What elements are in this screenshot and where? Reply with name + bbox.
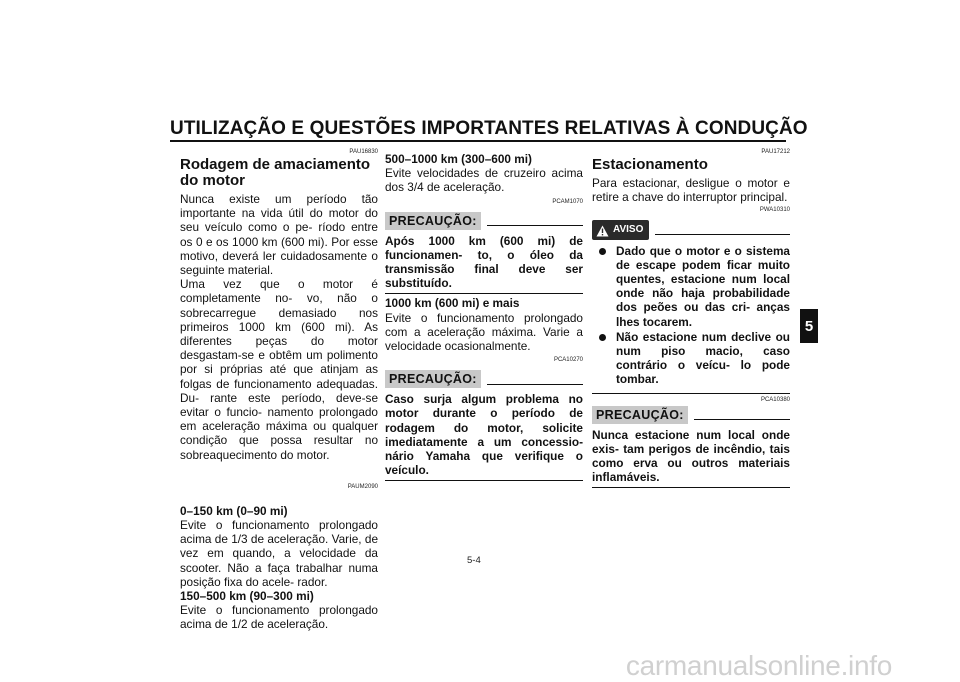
subheading: 1000 km (600 mi) e mais — [385, 296, 520, 311]
column-2 — [385, 148, 583, 481]
caution-text: Após 1000 km (600 mi) de funcionamen- to, o óleo da transmissão final deve ser substituído. — [385, 233, 583, 291]
paragraph: Uma vez que o motor é completamente no- vo, não o sobrecarregue demasiado nos primeiros 1000 km (600 mi). As diferentes peças do motor desgastam-se e obtêm um polimento por si próprias até que atinjam as folgas de funcionamento adequadas. Du- rante este período, deve-se evitar o funcio- namento prolongado em aceleração máxima ou qualquer condição que possa resultar no sobreaquecimento do motor. — [180, 277, 378, 462]
warning-item-text: Dado que o motor e o sistema de escape podem ficar muito quentes, estacione num local onde não haja probabilidade dos peões ou das cri- anças lhes tocarem. — [616, 243, 790, 329]
caution-label: PRECAUÇÃO: — [385, 370, 481, 388]
subheading: 150–500 km (90–300 mi) — [180, 589, 314, 604]
paragraph: Nunca existe um período tão importante na vida útil do motor do seu veículo como o pe- ríodo entre os 0 e os 1000 km (600 mi). Por esse motivo, deverá ler cuidadosamente o seguinte material. — [180, 192, 378, 278]
column-3 — [592, 148, 790, 488]
page-title: UTILIZAÇÃO E QUESTÕES IMPORTANTES RELATIVAS À CONDUÇÃO — [170, 118, 808, 139]
caution-rule — [694, 419, 790, 420]
paragraph: Para estacionar, desligue o motor e retire a chave do interruptor principal. — [592, 176, 790, 205]
warning-label — [592, 220, 649, 239]
spacer — [180, 491, 378, 504]
caution-header — [592, 406, 790, 424]
caution-header — [385, 212, 583, 230]
reference-code: PAU16830 — [349, 149, 378, 155]
bullet-icon — [599, 334, 606, 341]
caution-rule — [487, 225, 583, 226]
subheading: 0–150 km (0–90 mi) — [180, 503, 288, 518]
warning-rule — [655, 234, 790, 235]
bullet-icon — [599, 248, 606, 255]
reference-code: PCAM1070 — [552, 198, 583, 205]
caution-text: Caso surja algum problema no motor durante o período de rodagem do motor, solicite imediatamente a um concessio- nário Yamaha que verifique o veículo. — [385, 392, 583, 478]
warning-list — [592, 244, 790, 387]
warning-label-text: AVISO — [613, 224, 644, 236]
warning-header — [592, 220, 790, 239]
warning-triangle-icon — [596, 225, 609, 237]
paragraph: Evite o funcionamento prolongado com a aceleração máxima. Varie a velocidade ocasionalmente. — [385, 310, 583, 354]
reference-code: PAUM2090 — [347, 483, 378, 490]
section-title-parking: Estacionamento — [592, 156, 708, 173]
reference-code: PCA10270 — [553, 357, 583, 364]
paragraph: Evite o funcionamento prolongado acima de 1/3 de aceleração. Varie, de vez em quando, a velocidade da scooter. Não a faça trabalhar numa posição fixa do acele- rador. — [180, 518, 378, 589]
chapter-tab: 5 — [800, 309, 818, 343]
warning-item-text: Não estacione num declive ou num piso macio, caso contrário o veícu- lo pode tombar. — [616, 329, 790, 387]
paragraph: Evite o funcionamento prolongado acima de 1/2 de aceleração. — [180, 603, 378, 632]
reference-code: PWA10310 — [759, 207, 790, 214]
caution-label: PRECAUÇÃO: — [592, 406, 688, 424]
paragraph: Evite velocidades de cruzeiro acima dos 3/4 de aceleração. — [385, 166, 583, 195]
caution-end-rule — [385, 293, 583, 294]
caution-end-rule — [385, 480, 583, 481]
reference-code: PAU17212 — [761, 149, 790, 155]
caution-end-rule — [592, 487, 790, 488]
page-number: 5-4 — [467, 555, 481, 566]
caution-label: PRECAUÇÃO: — [385, 212, 481, 230]
reference-code: PCA10380 — [760, 396, 790, 403]
caution-rule — [487, 384, 583, 385]
caution-header — [385, 370, 583, 388]
header-rule — [170, 140, 786, 142]
warning-item — [592, 244, 790, 329]
section-title-break-in: Rodagem de amaciamento do motor — [180, 156, 371, 189]
watermark: carmanualsonline.info — [625, 650, 892, 681]
column-1 — [180, 148, 378, 632]
warning-item — [592, 330, 790, 387]
subheading: 500–1000 km (300–600 mi) — [385, 152, 532, 166]
warning-end-rule — [592, 393, 790, 394]
caution-text: Nunca estacione num local onde exis- tam perigos de incêndio, tais como erva ou outros materiais inflamáveis. — [592, 427, 790, 485]
